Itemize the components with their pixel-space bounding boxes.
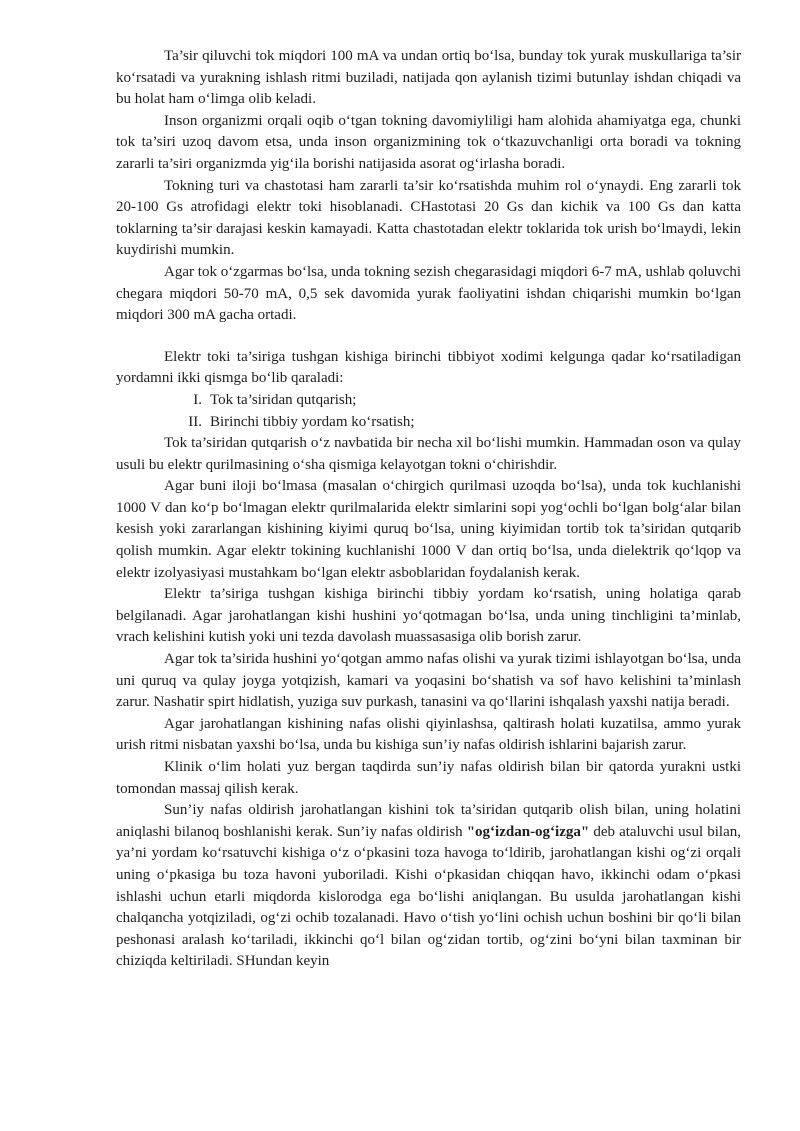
intro-paragraph: Elektr toki ta’siriga tushgan kishiga birinchi tibbiyot xodimi kelgunga qadar ko‘rsatiladigan yordamni ikki qismga bo‘lib qaraladi: [116,348,741,387]
method-name-bold: "og‘izdan-og‘izga" [466,823,590,840]
paragraph: Agar jarohatlangan kishining nafas olishi qiyinlashsa, qaltirash holati kuzatilsa, ammo yurak urish ritmi nisbatan yaxshi bo‘lsa, unda bu kishiga sun’iy nafas oldirish ishlarini bajarish zarur. [116,715,741,754]
list-text: Tok ta’siridan qutqarish; [210,391,357,408]
paragraph-text: deb ataluvchi usul bilan, ya’ni yordam ko‘rsatuvchi kishiga o‘z o‘pkasini toza havoga to‘ldirib, jarohatlangan kishi og‘zi orqali uning o‘pkasiga bu toza havoni yuboriladi. Kishi o‘pkasidan chiqqan havo, ikkinchi odam o‘pkasi ishlashi uchun etarli miqdorda kislorodga ega bo‘lishi aniqlangan. Bu usulda jarohatlangan kishi chalqancha yotqiziladi, og‘zi ochib tozalanadi. Havo o‘tish yo‘lini ochish uchun boshini bir qo‘li bilan peshonasi aralash ko‘tariladi, ikkinchi qo‘l bilan og‘zidan tortib, og‘zini bo‘yni bilan taxminan bir chiziqda keltiriladi. SHundan keyin [116,823,741,970]
list-number: I. [193,391,202,408]
paragraph: Tokning turi va chastotasi ham zararli ta’sir ko‘rsatishda muhim rol o‘ynaydi. Eng zararli tok 20-100 Gs atrofidagi elektr toki hisoblanadi. CHastotasi 20 Gs dan kichik va 100 Gs dan katta toklarning ta’sir darajasi keskin kamayadi. Katta chastotadan elektr toklarida tok urish bo‘lmaydi, lekin kuydirishi mumkin. [116,177,741,259]
list-number: II. [188,413,202,430]
paragraph: Inson organizmi orqali oqib o‘tgan tokning davomiyliligi ham alohida ahamiyatga ega, chunki tok ta’siri uzoq davom etsa, unda inson organizmining tok o‘tkazuvchanligi orta boradi va tokning zararli ta’siri organizmda yig‘ila borishi natijasida asorat og‘irlasha boradi. [116,112,741,172]
paragraph: Agar tok o‘zgarmas bo‘lsa, unda tokning sezish chegarasidagi miqdori 6-7 mA, ushlab qoluvchi chegara miqdori 50-70 mA, 0,5 sek davomida yurak faoliyatini ishdan chiqarishi mumkin bo‘lgan miqdori 300 mA gacha ortadi. [116,263,741,324]
paragraph: Klinik o‘lim holati yuz bergan taqdirda sun’iy nafas oldirish bilan bir qatorda yurakni ustki tomondan massaj qilish kerak. [116,759,741,797]
paragraph: Agar buni iloji bo‘lmasa (masalan o‘chirgich qurilmasi uzoqda bo‘lsa), unda tok kuchlanishi 1000 V dan ko‘p bo‘lmagan elektr qurilmalarida elektr simlarini sopi yog‘ochli bo‘lgan bolg‘alar bilan kesish yoki zararlangan kishining kiyimi quruq bo‘lsa, uning kiyimidan tortib tok ta’siridan qutqarib qolish mumkin. Agar elektr tokining kuchlanishi 1000 V dan ortiq bo‘lsa, unda dielektrik qo‘lqop va elektr izolyasiyasi mustahkam bo‘lgan elektr asboblaridan foydalanish kerak. [116,478,741,581]
paragraph: Elektr ta’siriga tushgan kishiga birinchi tibbiy yordam ko‘rsatish, uning holatiga qarab belgilanadi. Agar jarohatlangan kishi hushini yo‘qotmagan bo‘lsa, unda uning tinchligini ta’minlab, vrach kelishini kutish yoki uni tezda davolash muassasasiga olib borish zarur. [116,586,741,646]
list-item [116,412,741,434]
paragraph: Ta’sir qiluvchi tok miqdori 100 mA va undan ortiq bo‘lsa, bunday tok yurak muskullariga ta’sir ko‘rsatadi va yurakning ishlash ritmi buziladi, natijada qon aylanish tizimi butunlay ishdan chiqadi va bu holat ham o‘limga olib keladi. [116,48,741,108]
last-paragraph [116,800,741,973]
paragraph: Tok ta’siridan qutqarish o‘z navbatida bir necha xil bo‘lishi mumkin. Hammadan oson va qulay usuli bu elektr qurilmasining o‘sha qismiga kelayotgan tokni o‘chirishdir. [116,435,741,473]
paragraph-gap [116,327,741,347]
paragraph: Agar tok ta’sirida hushini yo‘qotgan ammo nafas olishi va yurak tizimi ishlayotgan bo‘lsa, unda uni quruq va qulay joyga yotqizish, kamari va yoqasini bo‘shatish va sof havo kelishini ta’minlash zarur. Nashatir spirt hidlatish, yuziga suv purkash, tanasini va qo‘llarini ishqalash yaxshi natija beradi. [116,651,741,711]
list-text: Birinchi tibbiy yordam ko‘rsatish; [210,413,415,430]
list-item [116,390,741,412]
paragraph-text: Sun’iy nafas oldirish jarohatlangan kishini tok ta’siridan qutqarib olish bilan, uning holatini aniqlashi bilanoq boshlanishi kerak. Sun’iy nafas oldirish [116,802,741,840]
